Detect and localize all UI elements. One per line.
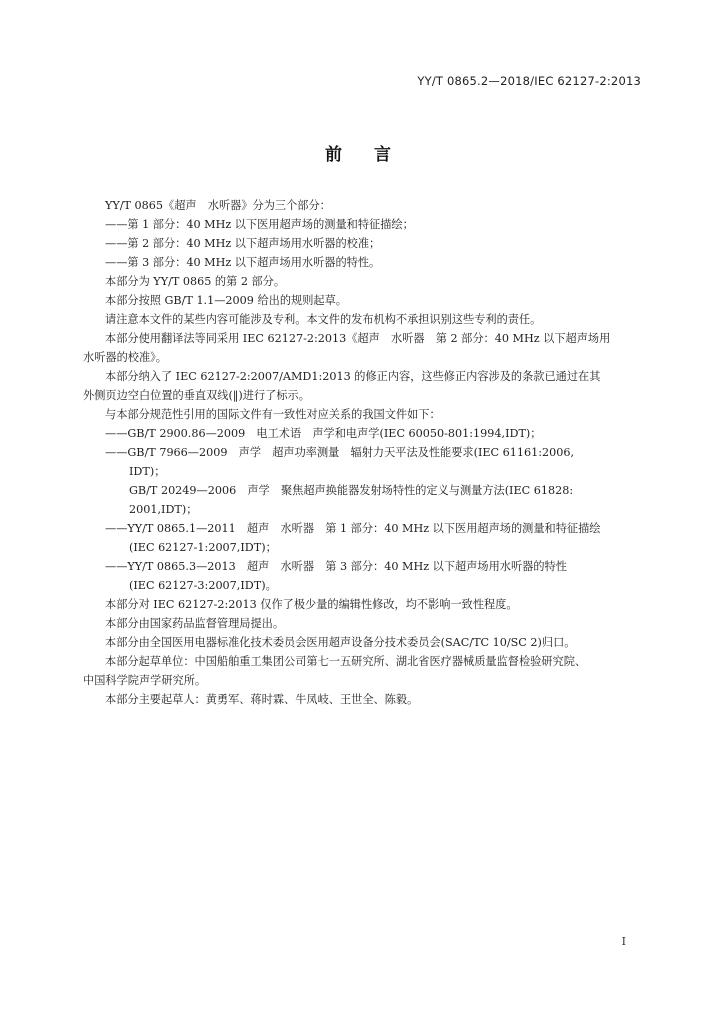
reference-item-2-line-2: IDT)；: [129, 465, 166, 478]
paragraph-responsible-committee: 本部分由全国医用电器标准化技术委员会医用超声设备分技术委员会(SAC/TC 10/SC 2)归口。: [105, 636, 576, 649]
paragraph-editorial-changes: 本部分对 IEC 62127-2:2013 仅作了极少量的编辑性修改，均不影响一致性程度。: [105, 598, 518, 611]
foreword-body: [83, 196, 643, 709]
list-item-part-2: ——第 2 部分：40 MHz 以下超声场用水听器的校准；: [105, 237, 381, 250]
paragraph-part-number: 本部分为 YY/T 0865 的第 2 部分。: [105, 275, 286, 288]
paragraph-proposed-by: 本部分由国家药品监督管理局提出。: [105, 617, 285, 630]
page-number: I: [621, 935, 626, 948]
paragraph-references-intro: 与本部分规范性引用的国际文件有一致性对应关系的我国文件如下：: [105, 408, 441, 421]
list-item-part-1: ——第 1 部分：40 MHz 以下医用超声场的测量和特征描绘；: [105, 218, 414, 231]
reference-item-4-line-1: ——YY/T 0865.1—2011 超声 水听器 第 1 部分：40 MHz 以下医用超声场的测量和特征描绘: [105, 522, 601, 535]
paragraph-parts-intro: YY/T 0865《超声 水听器》分为三个部分：: [105, 199, 331, 212]
paragraph-patent-notice: 请注意本文件的某些内容可能涉及专利。本文件的发布机构不承担识别这些专利的责任。: [105, 313, 542, 326]
page-title: 前言: [325, 145, 423, 165]
paragraph-amendment-line-1: 本部分纳入了 IEC 62127-2:2007/AMD1:2013 的修正内容，这些修正内容涉及的条款已通过在其: [105, 370, 601, 383]
reference-item-1: ——GB/T 2900.86—2009 电工术语 声学和电声学(IEC 60050-801:1994,IDT)；: [105, 427, 542, 440]
reference-item-5-line-2: (IEC 62127-3:2007,IDT)。: [129, 579, 277, 592]
standard-number-header: YY/T 0865.2—2018/IEC 62127-2:2013: [417, 74, 641, 88]
paragraph-main-drafters: 本部分主要起草人：黄勇军、蒋时霖、牛凤岐、王世全、陈毅。: [105, 693, 419, 706]
list-item-part-3: ——第 3 部分：40 MHz 以下超声场用水听器的特性。: [105, 256, 381, 269]
reference-item-3-line-1: GB/T 20249—2006 声学 聚焦超声换能器发射场特性的定义与测量方法(IEC 61828:: [129, 484, 574, 497]
paragraph-adoption-line-2: 水听器的校准》。: [83, 351, 167, 364]
reference-item-2-line-1: ——GB/T 7966—2009 声学 超声功率测量 辐射力天平法及性能要求(IEC 61161:2006,: [105, 446, 575, 459]
reference-item-3-line-2: 2001,IDT)；: [129, 503, 198, 516]
paragraph-drafting-rules: 本部分按照 GB/T 1.1—2009 给出的规则起草。: [105, 294, 347, 307]
paragraph-adoption-line-1: 本部分使用翻译法等同采用 IEC 62127-2:2013《超声 水听器 第 2 部分：40 MHz 以下超声场用: [105, 332, 611, 345]
reference-item-5-line-1: ——YY/T 0865.3—2013 超声 水听器 第 3 部分：40 MHz 以下超声场用水听器的特性: [105, 560, 567, 573]
paragraph-drafting-units-line-2: 中国科学院声学研究所。: [83, 674, 207, 687]
reference-item-4-line-2: (IEC 62127-1:2007,IDT)；: [129, 541, 277, 554]
paragraph-drafting-units-line-1: 本部分起草单位：中国船舶重工集团公司第七一五研究所、湖北省医疗器械质量监督检验研究院、: [105, 655, 587, 668]
paragraph-amendment-line-2: 外侧页边空白位置的垂直双线(‖)进行了标示。: [83, 389, 310, 402]
